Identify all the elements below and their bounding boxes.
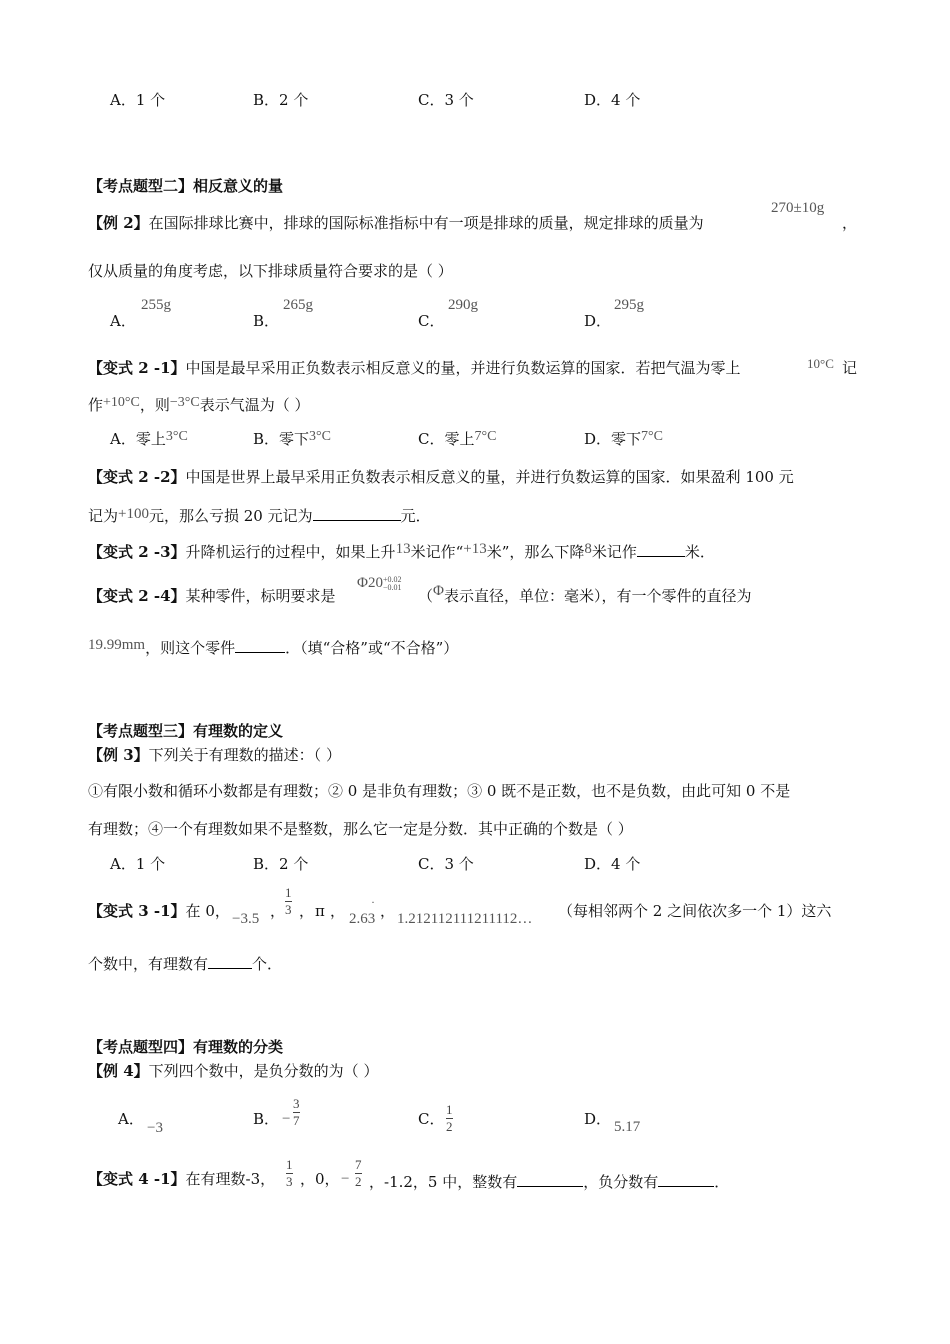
question-text: 升降机运行的过程中，如果上升	[185, 543, 396, 561]
question-text: ，负分数有	[583, 1173, 659, 1191]
option-c-value: 290g	[448, 297, 478, 313]
math-expression: 2.63	[349, 911, 376, 927]
question-text: 米记作“	[410, 543, 464, 561]
question-text: ．（填“合格”或“不合格”）	[285, 639, 459, 657]
question-text: 元．	[400, 507, 431, 525]
question-text: 表示直径，单位：毫米），有一个零件的直径为	[443, 587, 752, 605]
question-text: 个．	[252, 955, 283, 973]
option-c: C．	[418, 312, 445, 330]
fraction: 7 2	[355, 1157, 362, 1189]
fraction: 1 2	[446, 1102, 453, 1134]
punctuation: ，	[270, 902, 286, 920]
variant-2-4-line1	[88, 589, 336, 604]
variant-2-4-line1-cont	[418, 583, 752, 605]
question-text: 中国是最早采用正负数表示相反意义的量，并进行负数运算的国家．若把气温为零上	[185, 359, 741, 377]
math-expression: 10°C	[807, 356, 834, 371]
math-expression: −3°C	[169, 395, 200, 410]
option-d: D．	[584, 312, 612, 330]
variant-2-2-line2	[88, 506, 431, 525]
option-a: A．零上3°C	[110, 429, 188, 448]
question-text: 下列关于有理数的描述：（ ）	[148, 746, 341, 764]
option-a-value: −3	[147, 1120, 163, 1136]
answer-blank[interactable]	[235, 638, 285, 653]
example-3-line2: ①有限小数和循环小数都是有理数；② 0 是非负有理数；③ 0 既不是正数，也不是负数，由此可知 0 不是	[88, 782, 791, 800]
math-expression: −3.5	[232, 911, 260, 927]
variant-label: 【变式 2 -4】	[88, 587, 186, 605]
question-text: 作	[88, 396, 104, 414]
variant-2-4-line2	[88, 638, 458, 657]
example-2-line1	[88, 216, 704, 231]
variant-label: 【变式 2 -3】	[88, 543, 186, 561]
answer-blank[interactable]	[517, 1172, 583, 1187]
option-a: A．1 个	[110, 855, 166, 873]
option-b-value: 265g	[283, 297, 313, 313]
option-d: D．4 个	[584, 855, 641, 873]
variant-2-3	[88, 542, 715, 561]
repeating-dot: ·	[371, 895, 375, 909]
math-expression: 8	[584, 541, 592, 557]
variant-label: 【变式 2 -1】	[88, 359, 186, 377]
math-expression: +10°C	[103, 395, 140, 410]
punctuation: ，	[330, 902, 346, 920]
option-c: C．3 个	[418, 91, 474, 109]
fraction: 1 3	[285, 885, 292, 917]
answer-blank[interactable]	[313, 506, 401, 521]
punctuation: ，	[842, 214, 858, 232]
example-label: 【例 4】	[88, 1062, 149, 1080]
punctuation: ，	[299, 902, 315, 920]
fraction: 3 7	[293, 1096, 300, 1128]
option-d-value: 5.17	[614, 1119, 641, 1135]
fraction-sign: −	[341, 1171, 350, 1187]
option-a: A．	[110, 312, 136, 330]
math-expression: 270±10g	[771, 200, 825, 216]
math-expression: Φ	[433, 583, 444, 599]
section-heading-3: 【考点题型三】有理数的定义	[88, 722, 284, 740]
option-d: D．零下7°C	[584, 429, 663, 448]
option-b-sign: −	[282, 1111, 291, 1127]
section-heading-2: 【考点题型二】相反意义的量	[88, 177, 284, 195]
section-heading-4: 【考点题型四】有理数的分类	[88, 1038, 284, 1056]
option-b: B．零下3°C	[253, 429, 331, 448]
math-expression: Φ20 +0.02 −0.01	[357, 575, 402, 592]
question-text: ．	[714, 1173, 730, 1191]
variant-2-1-line2	[88, 395, 310, 414]
question-text: 记为	[88, 507, 119, 525]
question-text: 某种零件，标明要求是	[185, 587, 336, 605]
variant-4-1-cont	[369, 1172, 729, 1190]
option-d: D．	[584, 1110, 612, 1128]
option-d-value: 295g	[614, 297, 644, 313]
answer-blank[interactable]	[208, 954, 252, 969]
fraction: 1 3	[286, 1157, 293, 1189]
question-text: 中国是世界上最早采用正负数表示相反意义的量，并进行负数运算的国家．如果盈利 100 元	[185, 468, 794, 486]
example-label: 【例 3】	[88, 746, 149, 764]
question-text: （	[418, 587, 434, 605]
variant-2-2-line1	[88, 470, 794, 485]
option-b: B．	[253, 1110, 280, 1128]
question-text: ，则这个零件	[145, 639, 236, 657]
variant-label: 【变式 4 -1】	[88, 1170, 186, 1188]
question-text: ，则	[139, 396, 170, 414]
option-b: B．2 个	[253, 91, 309, 109]
question-text: 记	[842, 359, 858, 377]
option-d: D．4 个	[584, 91, 641, 109]
option-a-value: 255g	[141, 297, 171, 313]
question-text: 表示气温为（ ）	[199, 396, 310, 414]
option-c: C．零上7°C	[418, 429, 497, 448]
question-text: 下列四个数中，是负分数的为（ ）	[148, 1062, 379, 1080]
answer-blank[interactable]	[658, 1172, 714, 1187]
variant-3-1-line2	[88, 954, 282, 972]
question-text: 元，那么亏损 20 元记为	[148, 507, 313, 525]
variant-3-1-line1	[88, 904, 230, 919]
question-text: 米”，那么下降	[486, 543, 585, 561]
example-2-line2: 仅从质量的角度考虑，以下排球质量符合要求的是（ ）	[88, 262, 453, 280]
option-a: A．	[118, 1110, 144, 1128]
math-expression: 19.99mm	[88, 637, 146, 653]
question-text: （每相邻两个 2 之间依次多一个 1）这六	[558, 902, 832, 920]
math-expression: +13	[463, 541, 487, 557]
option-b: B．	[253, 312, 280, 330]
example-label: 【例 2】	[88, 214, 149, 232]
question-text: 在国际排球比赛中，排球的国际标准指标中有一项是排球的质量，规定排球的质量为	[148, 214, 704, 232]
variant-2-1-line1	[88, 361, 741, 376]
math-expression: π	[315, 902, 325, 920]
option-a: A．1 个	[110, 91, 166, 109]
punctuation: ，	[380, 902, 396, 920]
variant-label: 【变式 2 -2】	[88, 468, 186, 486]
question-text: 在 0，	[185, 902, 230, 920]
question-text: 米记作	[591, 543, 637, 561]
variant-label: 【变式 3 -1】	[88, 902, 186, 920]
question-text: 米．	[684, 543, 715, 561]
question-text: 在有理数-3，	[185, 1170, 276, 1188]
question-text: 个数中，有理数有	[88, 955, 209, 973]
variant-4-1	[88, 1172, 275, 1187]
example-3-line1	[88, 748, 341, 763]
answer-blank[interactable]	[637, 542, 685, 557]
option-b: B．2 个	[253, 855, 309, 873]
math-expression: 1.212112111211112…	[397, 911, 533, 927]
question-text: ，-1.2，5 中，整数有	[369, 1173, 518, 1191]
math-expression: 13	[395, 541, 411, 557]
example-3-line3: 有理数；④一个有理数如果不是整数，那么它一定是分数．其中正确的个数是（ ）	[88, 820, 633, 838]
question-text: ，0，	[300, 1170, 340, 1188]
option-c: C．	[418, 1110, 445, 1128]
example-4-line1	[88, 1064, 378, 1079]
math-expression: +100	[118, 506, 149, 522]
option-c: C．3 个	[418, 855, 474, 873]
